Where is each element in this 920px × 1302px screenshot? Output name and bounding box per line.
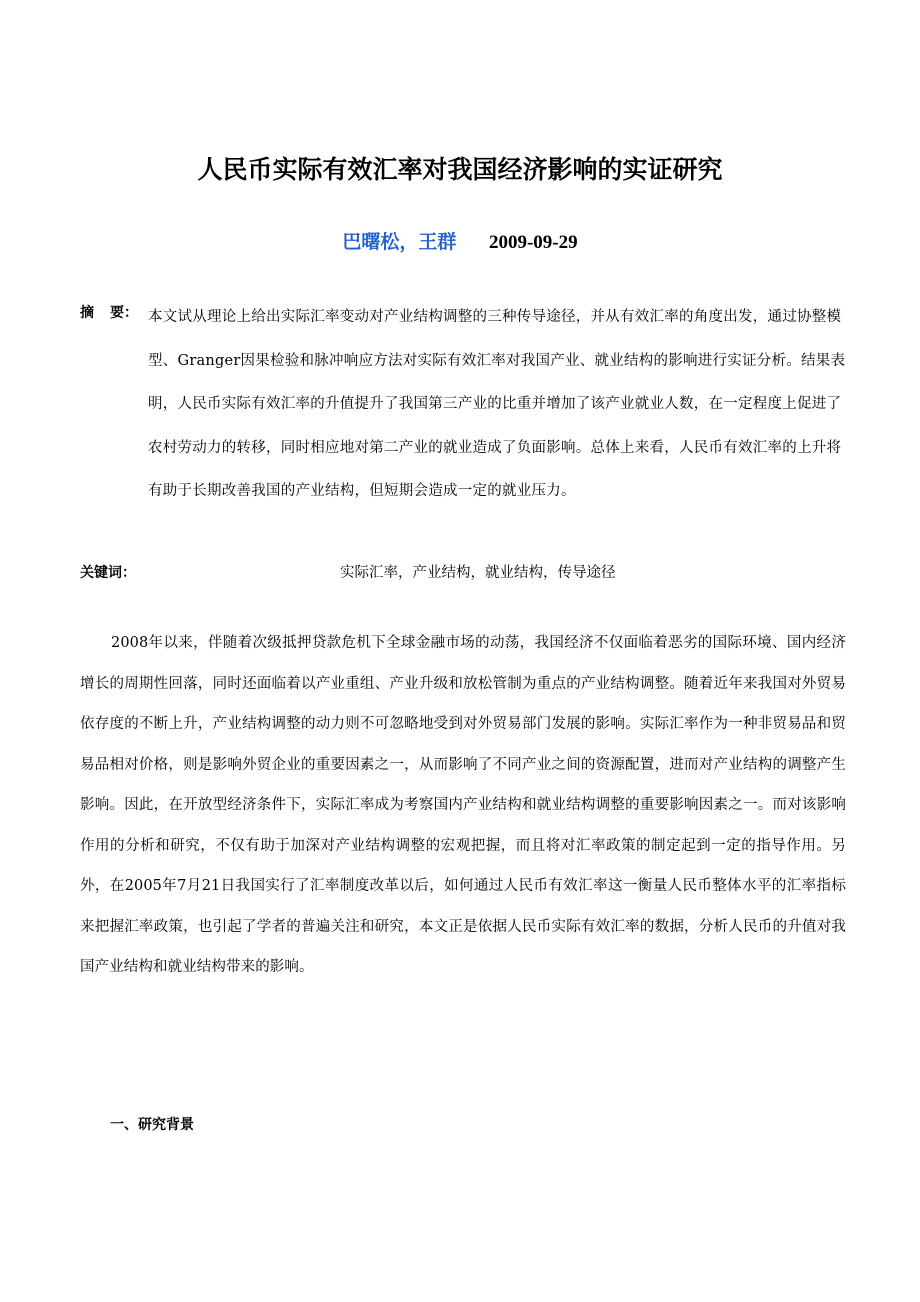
abstract-label: [80, 298, 138, 328]
section-heading: 一、研究背景: [110, 1117, 194, 1133]
keywords-label: 关键词：: [80, 565, 136, 581]
abstract-label-part2: 要：: [110, 305, 138, 321]
author-names: 巴曙松，王群: [342, 231, 457, 253]
abstract-text: 本文试从理论上给出实际汇率变动对产业结构调整的三种传导途径，并从有效汇率的角度出发，通过协整模型、Granger因果检验和脉冲响应方法对实际有效汇率对我国产业、就业结构的影响进行实证分析。结果表明，人民币实际有效汇率的升值提升了我国第三产业的比重并增加了该产业就业人数，在一定程度上促进了农村劳动力的转移，同时相应地对第二产业的就业造成了负面影响。总体上来看，人民币有效汇率的上升将有助于长期改善我国的产业结构，但短期会造成一定的就业压力。: [148, 309, 846, 499]
introduction-paragraph: 2008年以来，伴随着次级抵押贷款危机下全球金融市场的动荡，我国经济不仅面临着恶劣的国际环境、国内经济增长的周期性回落，同时还面临着以产业重组、产业升级和放松管制为重点的产业结构调整。随着近年来我国对外贸易依存度的不断上升，产业结构调整的动力则不可忽略地受到对外贸易部门发展的影响。实际汇率作为一种非贸易品和贸易品相对价格，则是影响外贸企业的重要因素之一，从而影响了不同产业之间的资源配置，进而对产业结构的调整产生影响。因此，在开放型经济条件下，实际汇率成为考察国内产业结构和就业结构调整的重要影响因素之一。而对该影响作用的分析和研究，不仅有助于加深对产业结构调整的宏观把握，而且将对汇率政策的制定起到一定的指导作用。另外，在2005年7月21日我国实行了汇率制度改革以后，如何通过人民币有效汇率这一衡量人民币整体水平的汇率指标来把握汇率政策，也引起了学者的普遍关注和研究，本文正是依据人民币实际有效汇率的数据，分析人民币的升值对我国产业结构和就业结构带来的影响。: [80, 635, 846, 975]
document-title: 人民币实际有效汇率对我国经济影响的实证研究: [197, 155, 723, 184]
abstract-label-part1: 摘: [80, 305, 94, 321]
publish-date: 2009-09-29: [488, 232, 578, 253]
keywords-value: 实际汇率，产业结构，就业结构，传导途径: [340, 565, 616, 581]
byline: [0, 226, 920, 259]
